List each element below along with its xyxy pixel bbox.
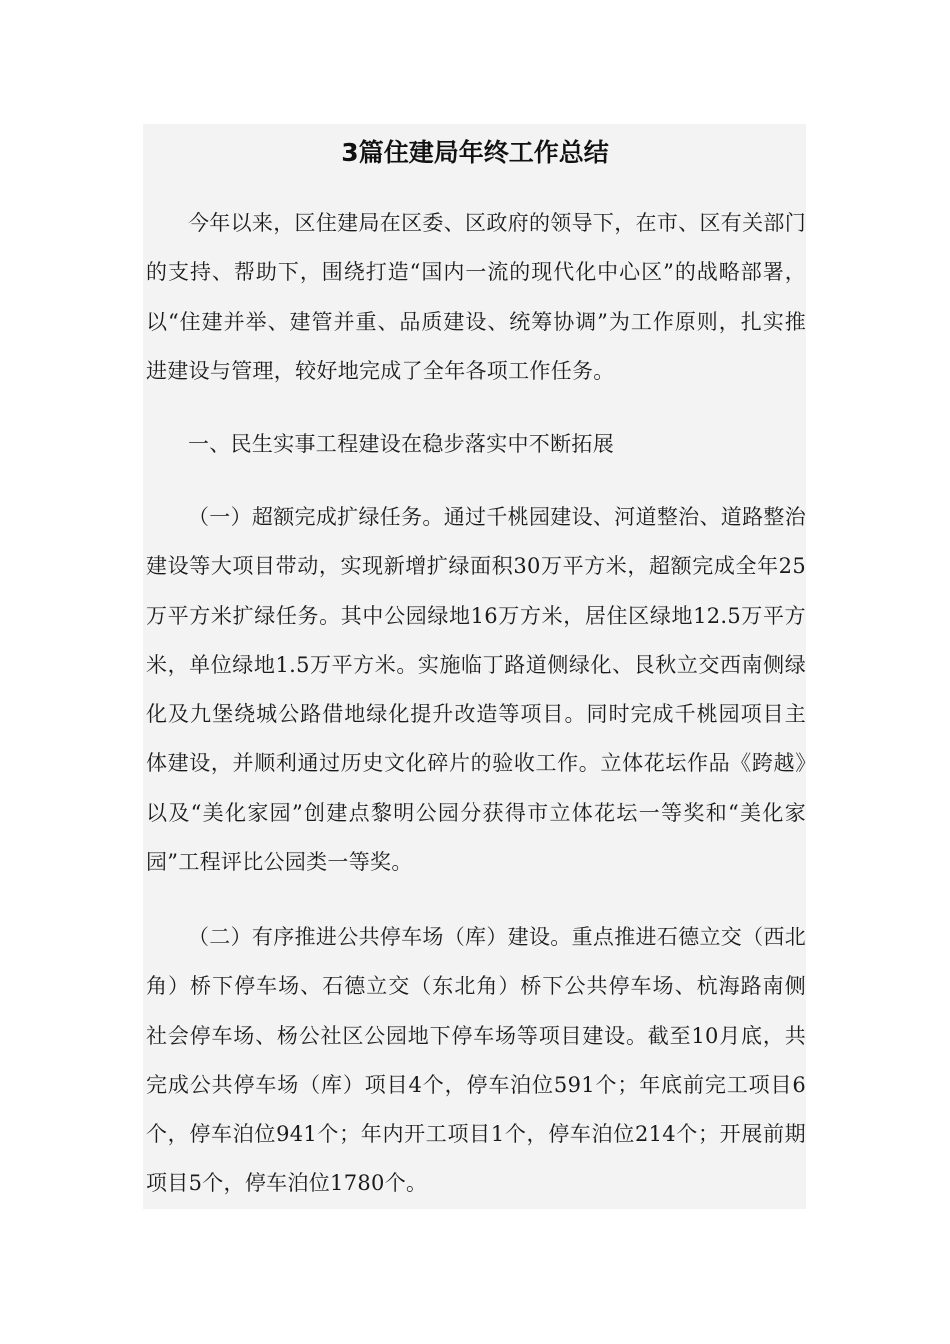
subsection-paragraph-1: （一）超额完成扩绿任务。通过千桃园建设、河道整治、道路整治建设等大项目带动，实现新增扩绿面积30万平方米，超额完成全年25万平方米扩绿任务。其中公园绿地16万方米，居住区绿地12.5万平方米，单位绿地1.5万平方米。实施临丁路道侧绿化、艮秋立交西南侧绿化及九堡绕城公路借地绿化提升改造等项目。同时完成千桃园项目主体建设，并顺利通过历史文化碎片的验收工作。立体花坛作品《跨越》以及“美化家园”创建点黎明公园分获得市立体花坛一等奖和“美化家园”工程评比公园类一等奖。: [146, 505, 806, 875]
subsection-paragraph-2: （二）有序推进公共停车场（库）建设。重点推进石德立交（西北角）桥下停车场、石德立交（东北角）桥下公共停车场、杭海路南侧社会停车场、杨公社区公园地下停车场等项目建设。截至10月底，共完成公共停车场（库）项目4个，停车泊位591个；年底前完工项目6个，停车泊位941个；年内开工项目1个，停车泊位214个；开展前期项目5个，停车泊位1780个。: [146, 925, 806, 1196]
section-heading-1: 一、民生实事工程建设在稳步落实中不断拓展: [188, 432, 614, 456]
document-title: 3篇住建局年终工作总结: [341, 138, 609, 167]
intro-paragraph: 今年以来，区住建局在区委、区政府的领导下，在市、区有关部门的支持、帮助下，围绕打造“国内一流的现代化中心区”的战略部署，以“住建并举、建管并重、品质建设、统筹协调”为工作原则，扎实推进建设与管理，较好地完成了全年各项工作任务。: [146, 211, 806, 383]
